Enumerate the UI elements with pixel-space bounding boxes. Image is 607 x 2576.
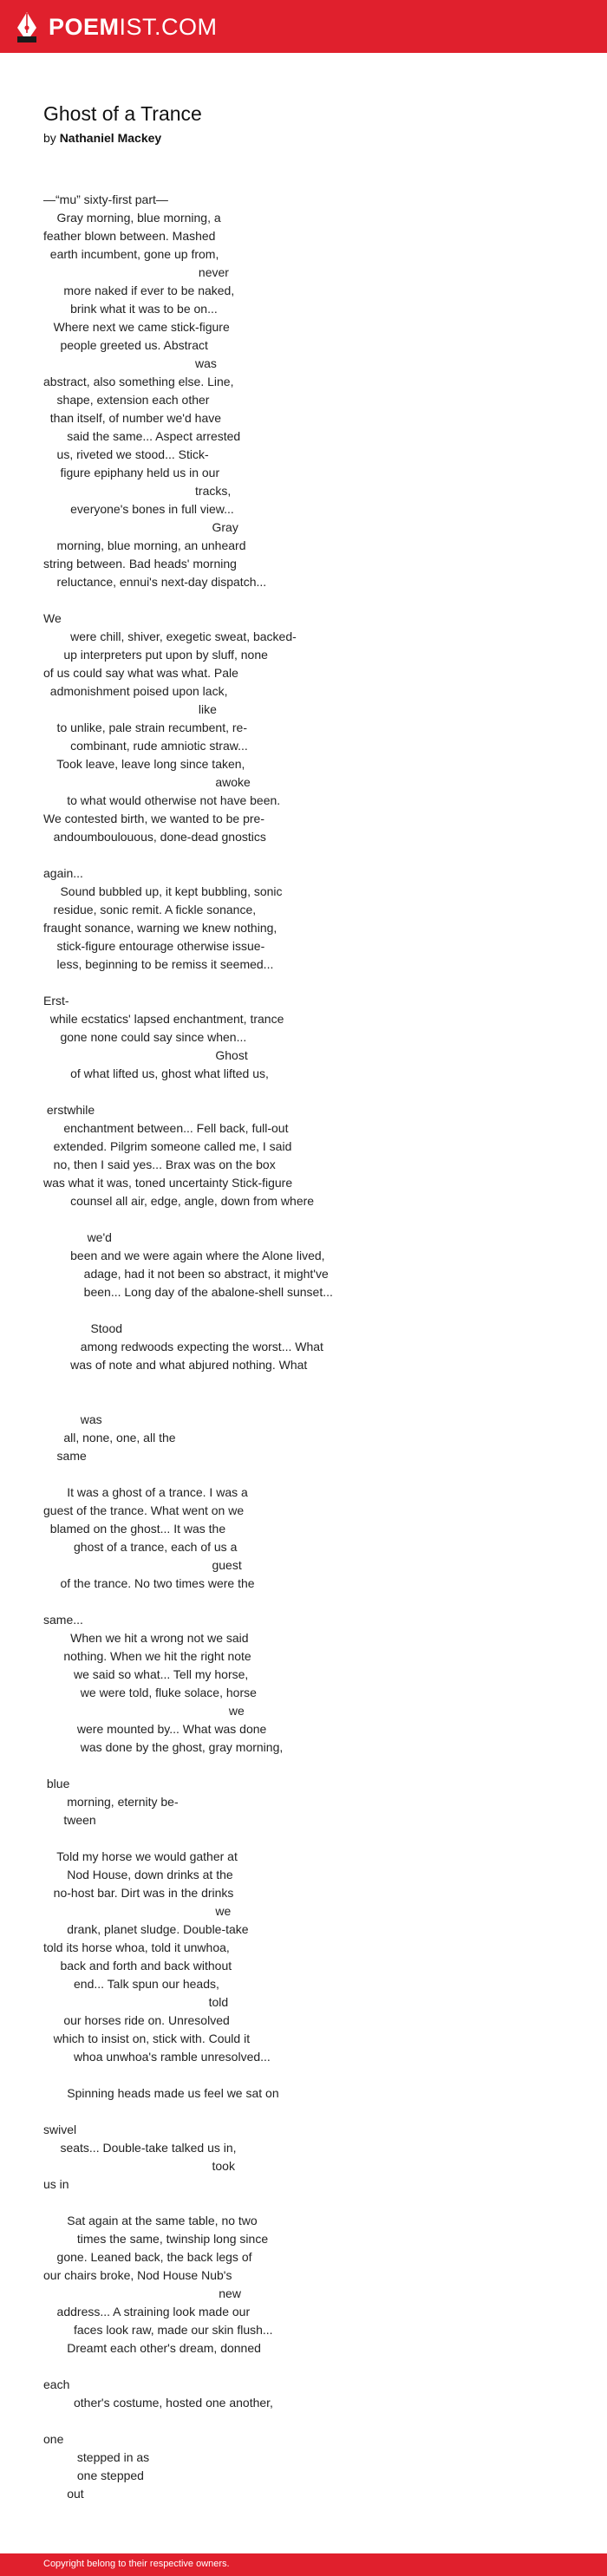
poem-line: to unlike, pale strain recumbent, re- xyxy=(43,721,247,734)
poem-line: reluctance, ennui's next-day dispatch... xyxy=(43,575,267,589)
fountain-pen-nib-icon xyxy=(16,11,38,42)
poem-line xyxy=(43,1374,564,1392)
poem-body xyxy=(43,191,564,2503)
poem-line: told its horse whoa, told it unwhoa, xyxy=(43,1940,230,1954)
poem-line: extended. Pilgrim someone called me, I said xyxy=(43,1139,292,1153)
poem-line: were mounted by... What was done xyxy=(43,1722,267,1736)
poem-line: other's costume, hosted one another, xyxy=(43,2396,273,2410)
poem-line: enchantment between... Fell back, full-out xyxy=(43,1121,289,1135)
poem-line: of what lifted us, ghost what lifted us, xyxy=(43,1066,269,1080)
brand-light: IST.COM xyxy=(119,14,218,40)
poem-line: Dreamt each other's dream, donned xyxy=(43,2341,261,2355)
poem-line: Gray xyxy=(43,520,238,534)
copyright-text: Copyright belong to their respective owners. xyxy=(43,2559,230,2569)
poem-line: of us could say what was what. Pale xyxy=(43,666,238,680)
poem-line: adage, had it not been so abstract, it might've xyxy=(43,1267,329,1281)
poem-line: again... xyxy=(43,866,83,880)
poem-line: than itself, of number we'd have xyxy=(43,411,222,425)
poem-line: It was a ghost of a trance. I was a xyxy=(43,1485,248,1499)
poem-line: up interpreters put upon by sluff, none xyxy=(43,648,268,662)
poem-title: Ghost of a Trance xyxy=(43,102,202,125)
poem-line: Ghost xyxy=(43,1048,248,1062)
poem-line: drank, planet sludge. Double-take xyxy=(43,1922,249,1936)
poem-line: times the same, twinship long since xyxy=(43,2232,269,2246)
poem-line xyxy=(43,1392,564,1411)
poem-line: said the same... Aspect arrested xyxy=(43,429,241,443)
poem-line xyxy=(43,1301,564,1320)
poem-line: back and forth and back without xyxy=(43,1959,232,1973)
poem-line: blamed on the ghost... It was the xyxy=(43,1522,226,1536)
poem-line: we said so what... Tell my horse, xyxy=(43,1667,249,1681)
poem-line: We contested birth, we wanted to be pre- xyxy=(43,812,264,825)
poem-line: Stood xyxy=(43,1321,123,1335)
poem-line: counsel all air, edge, angle, down from where xyxy=(43,1194,315,1208)
poem-line xyxy=(43,2103,564,2121)
poem-line xyxy=(43,2358,564,2376)
poem-line: Gray morning, blue morning, a xyxy=(43,211,221,225)
poem-line: been and we were again where the Alone lived, xyxy=(43,1249,325,1262)
poem-line: all, none, one, all the xyxy=(43,1431,176,1445)
poem-line: was done by the ghost, gray morning, xyxy=(43,1740,284,1754)
poem-line: string between. Bad heads' morning xyxy=(43,557,237,571)
poem-line: figure epiphany held us in our xyxy=(43,466,220,479)
poem-line: fraught sonance, warning we knew nothing, xyxy=(43,921,277,935)
poem-line: Spinning heads made us feel we sat on xyxy=(43,2086,279,2100)
poem-line xyxy=(43,591,564,610)
poem-line xyxy=(43,1083,564,1101)
poem-line: us, riveted we stood... Stick- xyxy=(43,447,209,461)
author-link[interactable]: Nathaniel Mackey xyxy=(59,131,162,145)
poem-line: we xyxy=(43,1904,232,1918)
poem-line: tracks, xyxy=(43,484,232,498)
poem-line: Took leave, leave long since taken, xyxy=(43,757,245,771)
poem-line: our chairs broke, Nod House Nub's xyxy=(43,2268,232,2282)
poem-line: abstract, also something else. Line, xyxy=(43,375,234,388)
site-header xyxy=(0,0,607,53)
poem-line: like xyxy=(43,702,217,716)
poem-line: each xyxy=(43,2377,70,2391)
poem-line: swivel xyxy=(43,2123,77,2136)
poem-line: When we hit a wrong not we said xyxy=(43,1631,249,1645)
poem-line: address... A straining look made our xyxy=(43,2305,251,2318)
poem-line: we xyxy=(43,1704,245,1718)
poem-line: same... xyxy=(43,1613,83,1627)
poem-line: no, then I said yes... Brax was on the box xyxy=(43,1158,276,1171)
poem-line: more naked if ever to be naked, xyxy=(43,284,235,297)
poem-line: erstwhile xyxy=(43,1103,95,1117)
poem-line: while ecstatics' lapsed enchantment, trance xyxy=(43,1012,284,1026)
poem-line xyxy=(43,2412,564,2430)
poem-line: tween xyxy=(43,1813,96,1827)
brand-bold: POEM xyxy=(49,14,120,40)
poem-line: everyone's bones in full view... xyxy=(43,502,234,516)
poem-line xyxy=(43,2194,564,2212)
poem-line: been... Long day of the abalone-shell sunset... xyxy=(43,1285,333,1299)
poem-line xyxy=(43,974,564,992)
poem-line: nothing. When we hit the right note xyxy=(43,1649,251,1663)
poem-line xyxy=(43,846,564,864)
poem-line: new xyxy=(43,2286,241,2300)
poem-line xyxy=(43,1757,564,1775)
poem-line: faces look raw, made our skin flush... xyxy=(43,2323,273,2337)
poem-line: of the trance. No two times were the xyxy=(43,1576,255,1590)
poem-line: andoumboulouous, done-dead gnostics xyxy=(43,830,266,844)
poem-line: brink what it was to be on... xyxy=(43,302,218,316)
poem-line: stepped in as xyxy=(43,2450,150,2464)
poem-line: took xyxy=(43,2159,235,2173)
site-logo[interactable] xyxy=(16,11,218,42)
poem-line: less, beginning to be remiss it seemed... xyxy=(43,957,274,971)
poem-line: among redwoods expecting the worst... What xyxy=(43,1340,323,1353)
poem-line: feather blown between. Mashed xyxy=(43,229,216,243)
poem-line: morning, blue morning, an unheard xyxy=(43,538,246,552)
site-footer xyxy=(0,2553,607,2576)
poem-line: earth incumbent, gone up from, xyxy=(43,247,219,261)
poem-line: —“mu” sixty-first part— xyxy=(43,192,168,206)
poem-line: was xyxy=(43,1412,102,1426)
poem-line: combinant, rude amniotic straw... xyxy=(43,739,248,753)
poem-line: was xyxy=(43,356,217,370)
poem-line: morning, eternity be- xyxy=(43,1795,179,1809)
poem-line: we were told, fluke solace, horse xyxy=(43,1686,257,1699)
poem-line: were chill, shiver, exegetic sweat, backed- xyxy=(43,629,297,643)
poem-line: Nod House, down drinks at the xyxy=(43,1868,233,1881)
poem-line: guest xyxy=(43,1558,242,1572)
poem-line: shape, extension each other xyxy=(43,393,210,407)
poem-line: to what would otherwise not have been. xyxy=(43,793,281,807)
poem-line: we'd xyxy=(43,1230,112,1244)
poem-line: end... Talk spun our heads, xyxy=(43,1977,219,1991)
poem-line: ghost of a trance, each of us a xyxy=(43,1540,238,1554)
poem-line: never xyxy=(43,265,229,279)
site-logo-text xyxy=(49,11,218,42)
poem-line xyxy=(43,1210,564,1229)
poem-line: us in xyxy=(43,2177,69,2191)
poem-line: blue xyxy=(43,1777,70,1790)
poem-line: was what it was, toned uncertainty Stick-figure xyxy=(43,1176,293,1190)
poem-line xyxy=(43,1829,564,1848)
poem-line: Told my horse we would gather at xyxy=(43,1849,238,1863)
poem-line: Erst- xyxy=(43,994,69,1008)
poem-line: one stepped xyxy=(43,2468,144,2482)
poem-line xyxy=(43,1593,564,1611)
poem-line: residue, sonic remit. A fickle sonance, xyxy=(43,903,257,916)
poem-line: was of note and what abjured nothing. What xyxy=(43,1358,308,1372)
poem-line: Sound bubbled up, it kept bubbling, sonic xyxy=(43,884,283,898)
poem-line: gone. Leaned back, the back legs of xyxy=(43,2250,252,2264)
poem-line: awoke xyxy=(43,775,251,789)
poem-line xyxy=(43,2066,564,2084)
poem-line: stick-figure entourage otherwise issue- xyxy=(43,939,265,953)
poem-line: guest of the trance. What went on we xyxy=(43,1503,245,1517)
poem-line: admonishment poised upon lack, xyxy=(43,684,228,698)
poem-line: no-host bar. Dirt was in the drinks xyxy=(43,1886,234,1900)
poem-line: people greeted us. Abstract xyxy=(43,338,208,352)
poem-line: Where next we came stick-figure xyxy=(43,320,230,334)
poem-line: out xyxy=(43,2487,84,2501)
poem-line: our horses ride on. Unresolved xyxy=(43,2013,230,2027)
poem-line: gone none could say since when... xyxy=(43,1030,247,1044)
poem-line: We xyxy=(43,611,62,625)
poem-byline xyxy=(43,131,161,145)
poem-line xyxy=(43,1465,564,1484)
poem-line: same xyxy=(43,1449,87,1463)
poem-line: which to insist on, stick with. Could it xyxy=(43,2031,251,2045)
poem-line: Sat again at the same table, no two xyxy=(43,2214,258,2227)
poem-line: whoa unwhoa's ramble unresolved... xyxy=(43,2050,271,2064)
poem-line: told xyxy=(43,1995,229,2009)
poem-line: seats... Double-take talked us in, xyxy=(43,2141,237,2155)
by-label: by xyxy=(43,131,56,145)
poem-line: one xyxy=(43,2432,64,2446)
